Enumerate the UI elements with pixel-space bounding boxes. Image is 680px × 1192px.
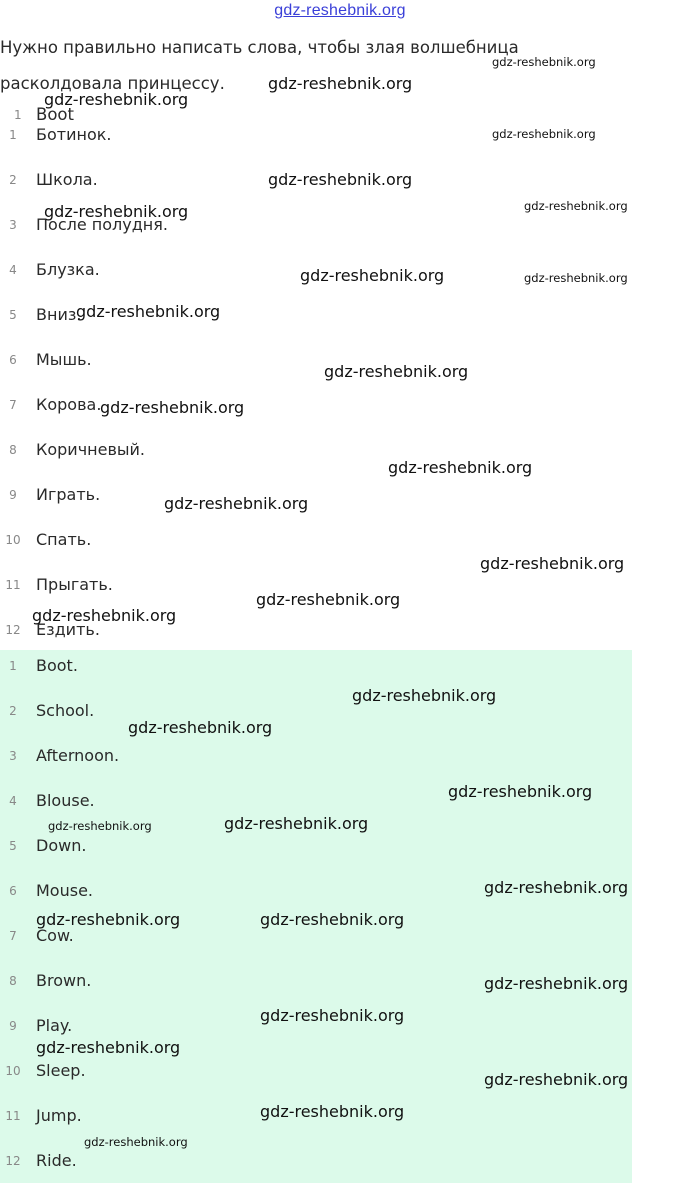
item-number: 3 — [9, 749, 17, 763]
watermark: gdz-reshebnik.org — [36, 910, 181, 929]
watermark: gdz-reshebnik.org — [260, 910, 405, 929]
item-number: 5 — [9, 308, 17, 322]
watermark: gdz-reshebnik.org — [48, 819, 152, 833]
item-number: 5 — [9, 839, 17, 853]
item-number: 11 — [5, 1109, 21, 1123]
list-item — [0, 436, 632, 481]
item-text: Прыгать. — [36, 575, 113, 594]
item-text: Мышь. — [36, 350, 92, 369]
watermark: gdz-reshebnik.org — [492, 55, 596, 69]
item-number: 1 — [9, 128, 17, 142]
item-text: School. — [36, 701, 95, 720]
watermark: gdz-reshebnik.org — [480, 554, 625, 573]
item-number: 2 — [9, 704, 17, 718]
watermark: gdz-reshebnik.org — [324, 362, 469, 381]
item-text: Jump. — [36, 1106, 82, 1125]
item-number: 12 — [5, 623, 21, 637]
list-item — [0, 652, 632, 697]
item-text: Блузка. — [36, 260, 100, 279]
watermark: gdz-reshebnik.org — [260, 1006, 405, 1025]
watermark: gdz-reshebnik.org — [492, 127, 596, 141]
item-number: 8 — [9, 443, 17, 457]
watermark: gdz-reshebnik.org — [128, 718, 273, 737]
item-text: Brown. — [36, 971, 92, 990]
item-number: 8 — [9, 974, 17, 988]
item-number: 4 — [9, 263, 17, 277]
watermark: gdz-reshebnik.org — [164, 494, 309, 513]
watermark: gdz-reshebnik.org — [84, 1135, 188, 1149]
item-number: 6 — [9, 884, 17, 898]
watermark: gdz-reshebnik.org — [484, 1070, 629, 1089]
item-text: Вниз. — [36, 305, 82, 324]
watermark: gdz-reshebnik.org — [268, 74, 413, 93]
cut-row-number: 1 — [14, 108, 22, 122]
item-text: Играть. — [36, 485, 101, 504]
item-text: Down. — [36, 836, 87, 855]
watermark: gdz-reshebnik.org — [100, 398, 245, 417]
item-text: Mouse. — [36, 881, 93, 900]
task-text: Нужно правильно написать слова, чтобы злая волшебница расколдовала принцессу. — [0, 38, 519, 93]
watermark: gdz-reshebnik.org — [484, 878, 629, 897]
watermark: gdz-reshebnik.org — [260, 1102, 405, 1121]
watermark: gdz-reshebnik.org — [352, 686, 497, 705]
item-text: Cow. — [36, 926, 74, 945]
list-item — [0, 1147, 632, 1192]
list-item — [0, 832, 632, 877]
item-text: Спать. — [36, 530, 92, 549]
item-text: Ездить. — [36, 620, 100, 639]
watermark: gdz-reshebnik.org — [256, 590, 401, 609]
item-number: 2 — [9, 173, 17, 187]
watermark: gdz-reshebnik.org — [44, 202, 189, 221]
watermark: gdz-reshebnik.org — [268, 170, 413, 189]
item-number: 11 — [5, 578, 21, 592]
item-text: Boot. — [36, 656, 78, 675]
watermark: gdz-reshebnik.org — [32, 606, 177, 625]
watermark: gdz-reshebnik.org — [44, 90, 189, 109]
item-number: 9 — [9, 1019, 17, 1033]
item-text: Школа. — [36, 170, 98, 189]
watermark: gdz-reshebnik.org — [448, 782, 593, 801]
list-item — [0, 481, 632, 526]
item-text: Sleep. — [36, 1061, 86, 1080]
site-link[interactable]: gdz-reshebnik.org — [274, 2, 406, 19]
watermark: gdz-reshebnik.org — [484, 974, 629, 993]
item-text: Afternoon. — [36, 746, 120, 765]
list-item — [0, 742, 632, 787]
item-number: 10 — [5, 533, 21, 547]
watermark: gdz-reshebnik.org — [76, 302, 221, 321]
watermark: gdz-reshebnik.org — [300, 266, 445, 285]
item-text: Корова. — [36, 395, 102, 414]
item-number: 12 — [5, 1154, 21, 1168]
watermark: gdz-reshebnik.org — [388, 458, 533, 477]
item-number: 7 — [9, 929, 17, 943]
item-number: 7 — [9, 398, 17, 412]
item-text: Коричневый. — [36, 440, 146, 459]
item-text: Ride. — [36, 1151, 77, 1170]
item-number: 6 — [9, 353, 17, 367]
item-number: 4 — [9, 794, 17, 808]
item-number: 10 — [5, 1064, 21, 1078]
item-number: 1 — [9, 659, 17, 673]
item-number: 3 — [9, 218, 17, 232]
item-text: После полудня. — [36, 215, 168, 234]
list-item — [0, 346, 632, 391]
watermark: gdz-reshebnik.org — [524, 199, 628, 213]
list-item — [0, 697, 632, 742]
watermark: gdz-reshebnik.org — [524, 271, 628, 285]
item-text: Play. — [36, 1016, 73, 1035]
item-text: Ботинок. — [36, 125, 112, 144]
watermark: gdz-reshebnik.org — [36, 1038, 181, 1057]
item-text: Blouse. — [36, 791, 95, 810]
item-number: 9 — [9, 488, 17, 502]
list-item — [0, 391, 632, 436]
cut-row-text: Boot — [36, 105, 74, 122]
watermark: gdz-reshebnik.org — [224, 814, 369, 833]
